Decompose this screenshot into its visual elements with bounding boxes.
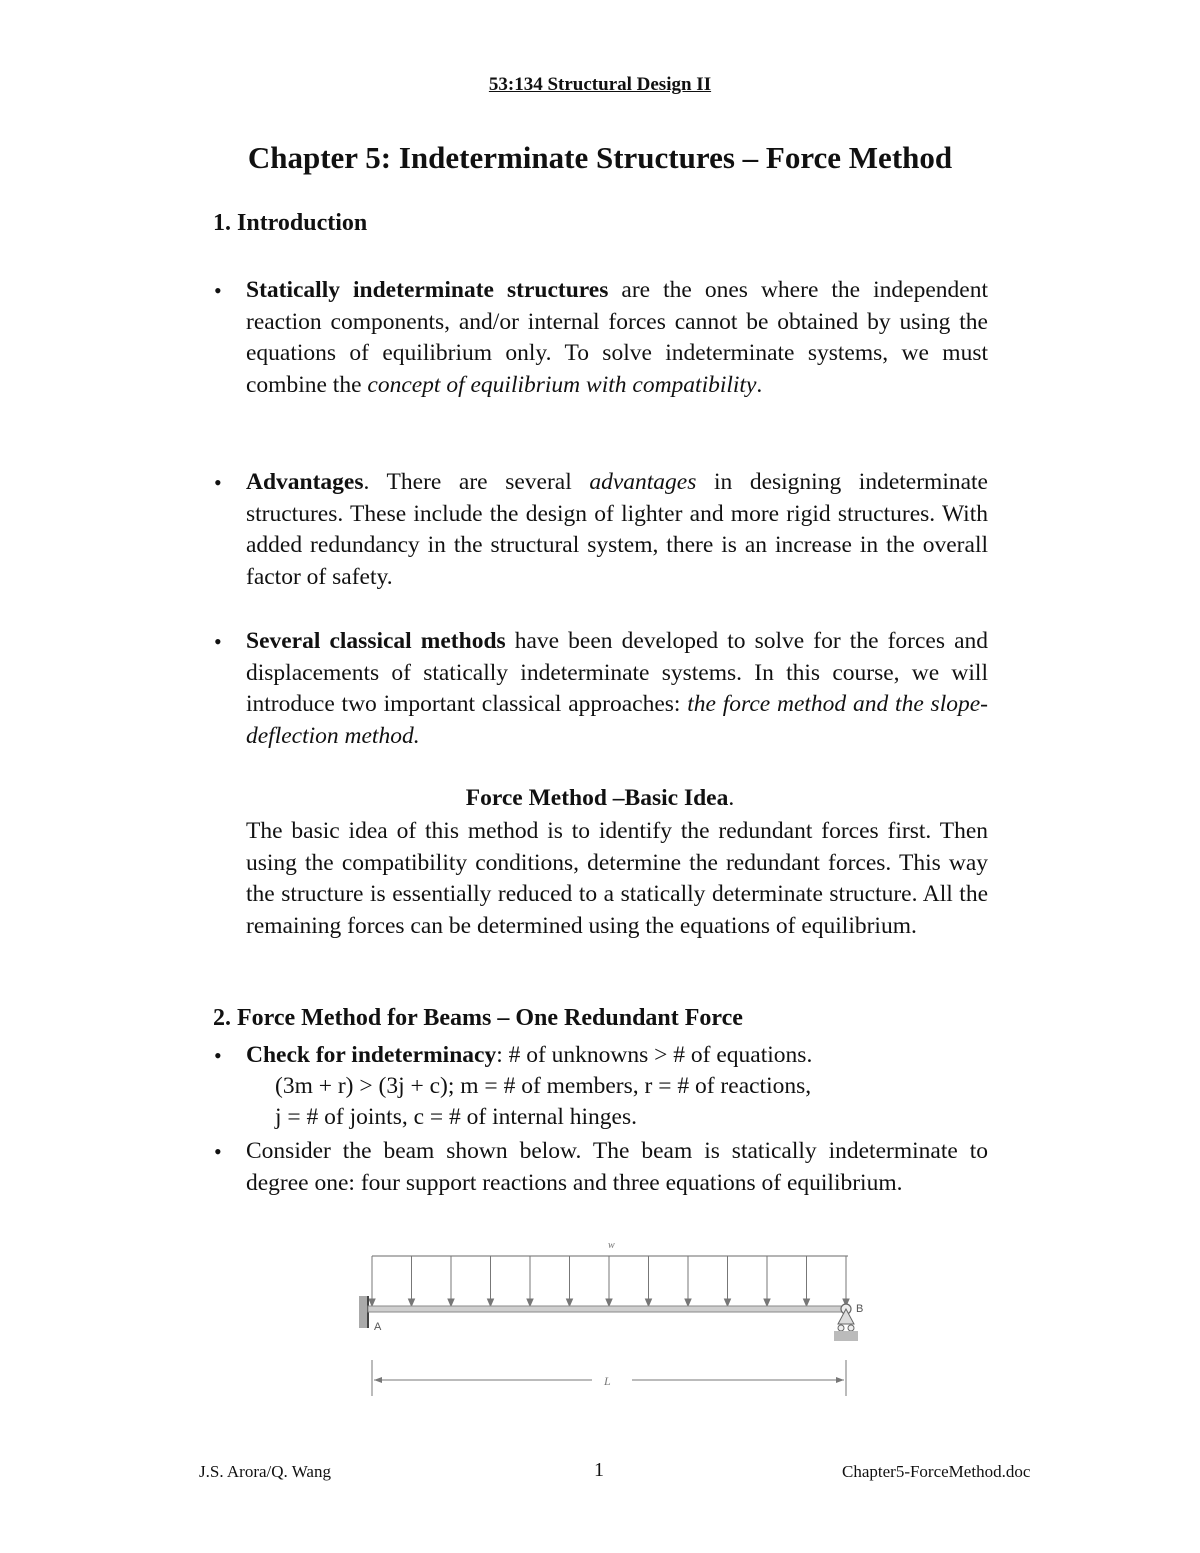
paragraph-basic-idea: The basic idea of this method is to identify the redundant forces first. Then using the compatibility conditions, determine the redundant forces. This way the structure is essentially reduced to a statically determinate structure. All the remaining forces can be determined using the equations of equilibrium. bbox=[246, 818, 988, 939]
text-segment: : # of unknowns > # of equations. bbox=[496, 1042, 813, 1068]
load-arrow-head bbox=[606, 1299, 612, 1306]
paragraph-classical-methods bbox=[246, 626, 988, 752]
load-arrow-head bbox=[764, 1299, 770, 1306]
load-arrow-head bbox=[646, 1299, 652, 1306]
text-segment: . There are several bbox=[363, 469, 590, 495]
term-advantages-italic: advantages bbox=[589, 469, 697, 495]
text-segment: in designing indeterminate structures. These include the design of lighter and more rigid structures. With added redundancy in the structural system, there is an increase in the overall factor of safety. bbox=[246, 469, 988, 590]
load-arrow-head bbox=[685, 1299, 691, 1306]
load-arrow-head bbox=[527, 1299, 533, 1306]
load-arrow-head bbox=[567, 1299, 573, 1306]
section-heading-introduction: 1. Introduction bbox=[213, 210, 368, 236]
indeterminacy-definitions: j = # of joints, c = # of internal hinges. bbox=[275, 1104, 637, 1130]
load-label: w bbox=[608, 1240, 615, 1251]
text-segment: are the ones where the independent reaction components, and/or internal forces cannot be obtained by using the equations of equilibrium only. To solve indeterminate systems, we must combine the bbox=[246, 277, 988, 398]
span-label: L bbox=[604, 1374, 611, 1388]
paragraph-indeterminacy-check bbox=[246, 1040, 988, 1072]
dimension-arrow-left bbox=[374, 1377, 382, 1383]
load-arrows bbox=[369, 1256, 849, 1306]
term-check-indeterminacy: Check for indeterminacy bbox=[246, 1042, 497, 1068]
beam-diagram bbox=[352, 1230, 884, 1410]
footer-authors: J.S. Arora/Q. Wang bbox=[199, 1462, 331, 1481]
beam bbox=[368, 1306, 846, 1312]
load-arrow-head bbox=[369, 1299, 375, 1306]
load-arrow-head bbox=[725, 1299, 731, 1306]
footer-filename: Chapter5-ForceMethod.doc bbox=[842, 1462, 1031, 1481]
term-equilibrium-compatibility: concept of equilibrium with compatibility bbox=[367, 371, 757, 398]
chapter-title: Chapter 5: Indeterminate Structures – Force Method bbox=[247, 140, 953, 175]
fixed-support-a bbox=[359, 1296, 368, 1328]
load-arrow-head bbox=[488, 1299, 494, 1306]
load-arrow-head bbox=[409, 1299, 415, 1306]
term-force-slope-methods: the force method and the slope-deflection method. bbox=[246, 691, 988, 749]
term-advantages: Advantages bbox=[246, 469, 364, 495]
text-segment: . bbox=[756, 371, 763, 398]
text-segment: have been developed to solve for the forces and displacements of statically indeterminate systems. In this course, we will introduce two important classical approaches: bbox=[246, 628, 988, 717]
support-b-label: B bbox=[856, 1303, 864, 1315]
paragraph-consider-beam: Consider the beam shown below. The beam is statically indeterminate to degree one: four support reactions and three equations of equilibrium. bbox=[246, 1138, 988, 1196]
footer-page-number: 1 bbox=[594, 1459, 604, 1481]
support-a-label: A bbox=[374, 1321, 382, 1333]
bullet-icon: • bbox=[214, 1043, 222, 1068]
basic-idea-heading-suffix: . bbox=[728, 785, 735, 811]
bullet-icon: • bbox=[214, 629, 222, 654]
paragraph-indeterminate bbox=[246, 275, 988, 401]
load-arrow-head bbox=[448, 1299, 454, 1306]
basic-idea-heading-text: Force Method –Basic Idea bbox=[465, 785, 729, 811]
section-heading-force-method-beams: 2. Force Method for Beams – One Redundant Force bbox=[213, 1005, 743, 1031]
basic-idea-heading bbox=[0, 785, 1200, 812]
paragraph-advantages bbox=[246, 467, 988, 593]
bullet-icon: • bbox=[214, 278, 222, 303]
course-title: 53:134 Structural Design II bbox=[488, 74, 712, 95]
ground-b bbox=[834, 1331, 858, 1341]
load-arrow-head bbox=[804, 1299, 810, 1306]
bullet-icon: • bbox=[214, 1139, 222, 1164]
indeterminacy-formula: (3m + r) > (3j + c); m = # of members, r = # of reactions, bbox=[275, 1073, 812, 1099]
dimension-arrow-right bbox=[836, 1377, 844, 1383]
term-classical-methods: Several classical methods bbox=[246, 628, 506, 654]
term-statically-indeterminate: Statically indeterminate structures bbox=[246, 277, 609, 303]
bullet-icon: • bbox=[214, 470, 222, 495]
roller-wheel bbox=[848, 1325, 854, 1331]
roller-wheel bbox=[838, 1325, 844, 1331]
